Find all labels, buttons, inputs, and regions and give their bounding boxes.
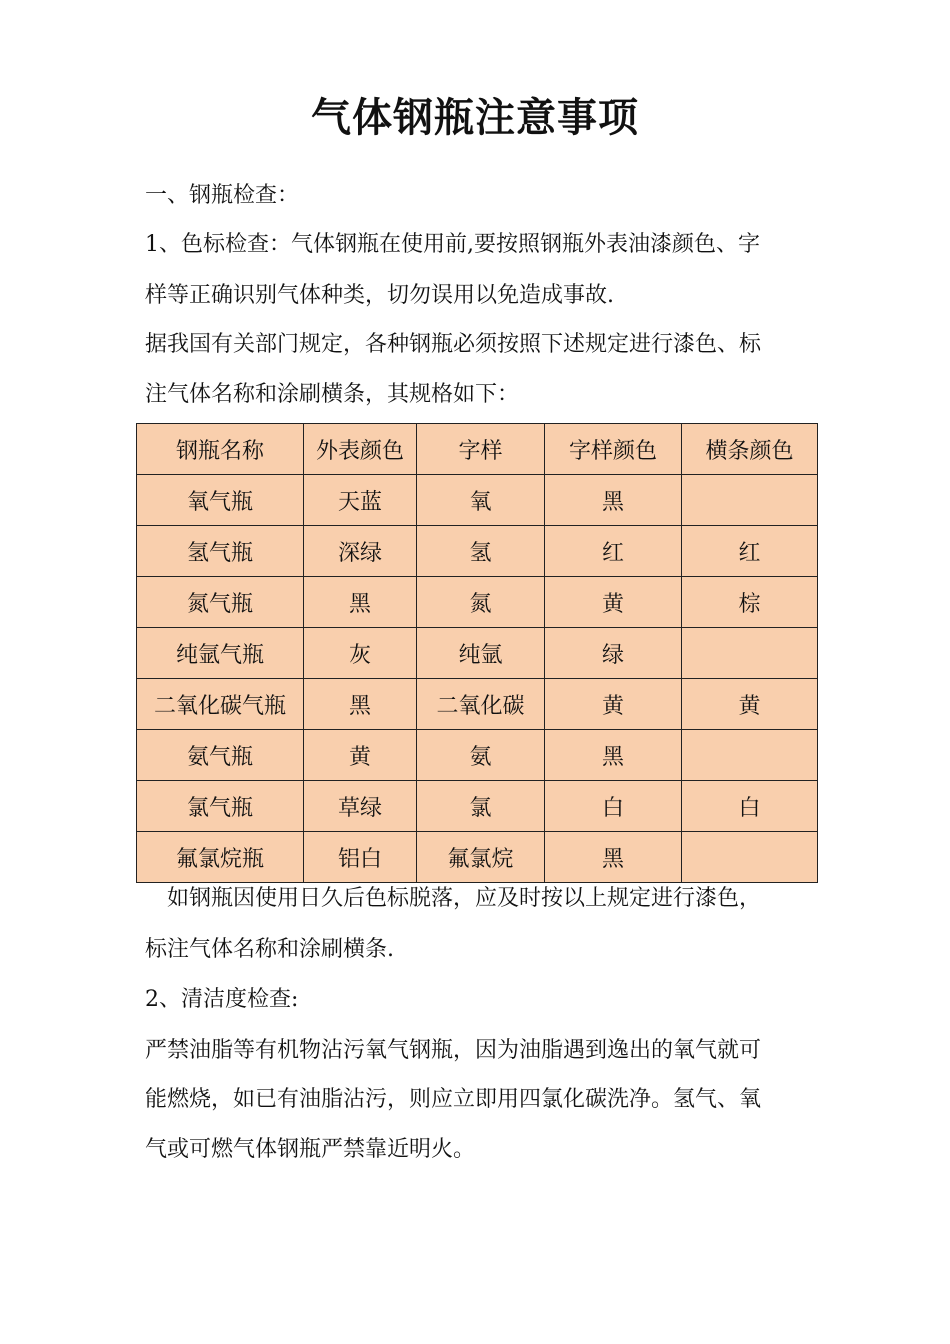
table-cell: 氯气瓶 [137, 781, 304, 832]
paragraph-line: 注气体名称和涂刷横条，其规格如下： [145, 382, 520, 407]
table-cell [682, 730, 818, 781]
table-cell: 黄 [545, 679, 682, 730]
table-cell: 天蓝 [304, 475, 417, 526]
table-cell: 氢 [417, 526, 545, 577]
table-cell: 绿 [545, 628, 682, 679]
table-cell: 铝白 [304, 832, 417, 883]
table-cell [682, 475, 818, 526]
table-row [137, 475, 818, 526]
table-row [137, 781, 818, 832]
table-cell: 红 [545, 526, 682, 577]
table-row [137, 679, 818, 730]
table-cell: 氯 [417, 781, 545, 832]
table-cell: 氮 [417, 577, 545, 628]
table-cell: 白 [545, 781, 682, 832]
table-cell: 氮气瓶 [137, 577, 304, 628]
table-row [137, 832, 818, 883]
table-row [137, 577, 818, 628]
table-cell: 纯氩气瓶 [137, 628, 304, 679]
table-cell: 氢气瓶 [137, 526, 304, 577]
table-cell: 黑 [545, 832, 682, 883]
cylinder-color-table [136, 423, 818, 883]
table-cell: 白 [682, 781, 818, 832]
paragraph-line: 1、色标检查：气体钢瓶在使用前,要按照钢瓶外表油漆颜色、字 [145, 232, 760, 257]
table-row [137, 526, 818, 577]
section-heading: 2、清洁度检查: [145, 987, 299, 1012]
paragraph-line: 气或可燃气体钢瓶严禁靠近明火。 [145, 1137, 476, 1162]
table-cell: 黑 [304, 679, 417, 730]
table-cell [682, 628, 818, 679]
table-cell: 黑 [304, 577, 417, 628]
section-heading: 一、钢瓶检查： [145, 183, 300, 208]
table-cell: 黄 [682, 679, 818, 730]
header-cell: 外表颜色 [304, 424, 417, 475]
page-title: 气体钢瓶注意事项 [311, 95, 639, 141]
table-cell: 黑 [545, 730, 682, 781]
table-cell: 氟氯烷 [417, 832, 545, 883]
table-cell: 氧气瓶 [137, 475, 304, 526]
header-cell: 钢瓶名称 [137, 424, 304, 475]
table-cell: 纯氩 [417, 628, 545, 679]
table-row [137, 730, 818, 781]
table-cell: 红 [682, 526, 818, 577]
paragraph-line: 标注气体名称和涂刷横条. [145, 937, 394, 962]
table-row [137, 628, 818, 679]
table-cell: 黄 [545, 577, 682, 628]
table-cell: 氨 [417, 730, 545, 781]
table-cell: 氧 [417, 475, 545, 526]
paragraph-line: 严禁油脂等有机物沾污氧气钢瓶，因为油脂遇到逸出的氧气就可 [145, 1038, 762, 1063]
paragraph-line: 如钢瓶因使用日久后色标脱落，应及时按以上规定进行漆色， [145, 886, 762, 911]
table-header-row [137, 424, 818, 475]
table-cell: 氟氯烷瓶 [137, 832, 304, 883]
table-cell: 黑 [545, 475, 682, 526]
table-cell: 氨气瓶 [137, 730, 304, 781]
paragraph-line: 据我国有关部门规定，各种钢瓶必须按照下述规定进行漆色、标 [145, 332, 762, 357]
header-cell: 字样颜色 [545, 424, 682, 475]
table-cell [682, 832, 818, 883]
table-cell: 灰 [304, 628, 417, 679]
header-cell: 横条颜色 [682, 424, 818, 475]
table-cell: 二氧化碳 [417, 679, 545, 730]
header-cell: 字样 [417, 424, 545, 475]
table-cell: 二氧化碳气瓶 [137, 679, 304, 730]
table-cell: 草绿 [304, 781, 417, 832]
table-cell: 棕 [682, 577, 818, 628]
paragraph-line: 能燃烧，如已有油脂沾污，则应立即用四氯化碳洗净。氢气、氧 [145, 1087, 762, 1112]
table-cell: 深绿 [304, 526, 417, 577]
table-cell: 黄 [304, 730, 417, 781]
paragraph-line: 样等正确识别气体种类，切勿误用以免造成事故. [145, 283, 614, 308]
